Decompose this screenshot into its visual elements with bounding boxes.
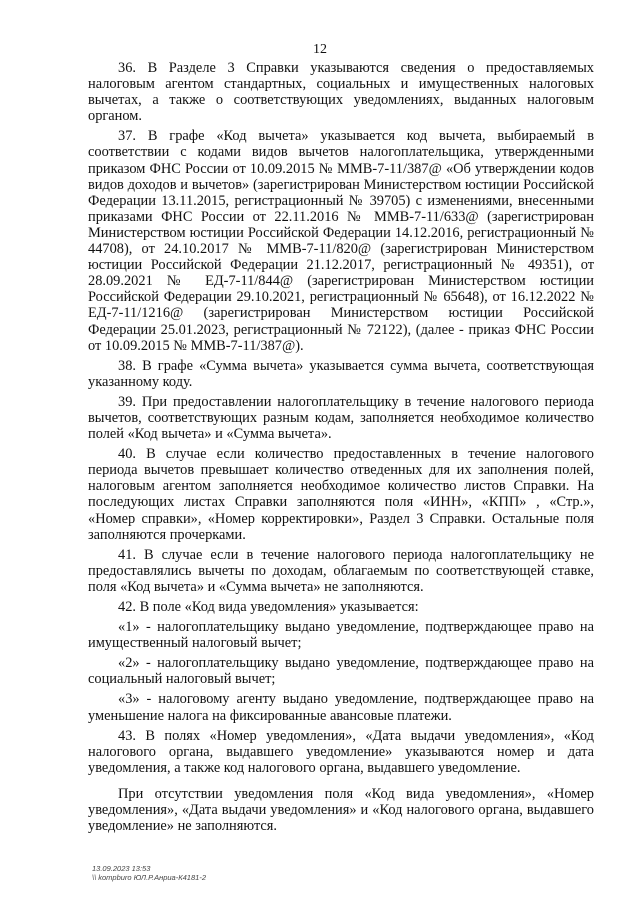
page-number: 12 [313, 42, 327, 57]
paragraph-41: 41. В случае если в течение налогового периода налогоплательщику не предоставлялись вычеты по доходам, облагаемым по соответствующей ставке, поля «Код вычета» и «Сумма вычета» не заполняются. [88, 546, 594, 595]
paragraph-42: 42. В поле «Код вида уведомления» указывается: [118, 599, 419, 615]
paragraph-36: 36. В Разделе 3 Справки указываются сведения о предоставляемых налоговым агентом стандартных, социальных и имущественных налоговых вычетах, а также о соответствующих уведомлениях, выданных налоговым органом. [88, 60, 594, 125]
footer-stamp [92, 864, 206, 882]
footer-timestamp: 13.09.2023 13:53 [92, 864, 151, 873]
paragraph-37: 37. В графе «Код вычета» указывается код вычета, выбираемый в соответствии с кодами видов вычетов налогоплательщика, утвержденными приказом ФНС России от 10.09.2015 № ММВ-7-11/387@ «Об утверждении кодов видов доходов и вычетов» (зарегистрирован Министерством юстиции Российской Федерации 13.11.2015, регистрационный № 39705) с изменениями, внесенными приказами ФНС России от 22.11.2016 № ММВ-7-11/633@ (зарегистрирован Министерством юстиции Российской Федерации 14.12.2016, регистрационный № 44708), от 24.10.2017 № ММВ-7-11/820@ (зарегистрирован Министерством юстиции Российской Федерации 21.12.2017, регистрационный № 49351), от 28.09.2021 № ЕД-7-11/844@ (зарегистрирован Министерством юстиции Российской Федерации 29.10.2021, регистрационный № 65648), от 16.12.2022 № ЕД-7-11/1216@ (зарегистрирован Министерством юстиции Российской Федерации 25.01.2023, регистрационный № 72122), (далее - приказ ФНС России от 10.09.2015 № ММВ-7-11/387@). [88, 128, 594, 354]
paragraph-40: 40. В случае если количество предоставленных в течение налогового периода вычетов превышает количество отведенных для их заполнения полей, налоговым агентом заполняется необходимое количество листов Справки. На последующих листах Справки заполняются поля «ИНН», «КПП» , «Стр.», «Номер справки», «Номер корректировки», Раздел 3 Справки. Остальные поля заполняются прочерками. [88, 446, 594, 543]
footer-path: \\ kompburo ЮЛ.Р.Анриа-К4181-2 [92, 873, 206, 882]
paragraph-38: 38. В графе «Сумма вычета» указывается сумма вычета, соответствующая указанному коду. [88, 357, 594, 390]
paragraph-43: 43. В полях «Номер уведомления», «Дата выдачи уведомления», «Код налогового органа, выдавшего уведомление» указываются номер и дата уведомления, а также код налогового органа, выдавшего уведомление. [88, 727, 594, 776]
list-item-code-2: «2» - налогоплательщику выдано уведомление, подтверждающее право на социальный налоговый вычет; [88, 655, 594, 688]
paragraph-39: 39. При предоставлении налогоплательщику в течение налогового периода вычетов, соответствующих разным кодам, заполняется необходимое количество полей «Код вычета» и «Сумма вычета». [88, 393, 594, 443]
list-item-code-1: «1» - налогоплательщику выдано уведомление, подтверждающее право на имущественный налоговый вычет; [88, 619, 594, 652]
paragraph-no-notification: При отсутствии уведомления поля «Код вида уведомления», «Номер уведомления», «Дата выдачи уведомления» и «Код налогового органа, выдавшего уведомление» не заполняются. [88, 785, 594, 835]
list-item-code-3: «3» - налоговому агенту выдано уведомление, подтверждающее право на уменьшение налога на фиксированные авансовые платежи. [88, 691, 594, 724]
document-body [88, 60, 594, 834]
